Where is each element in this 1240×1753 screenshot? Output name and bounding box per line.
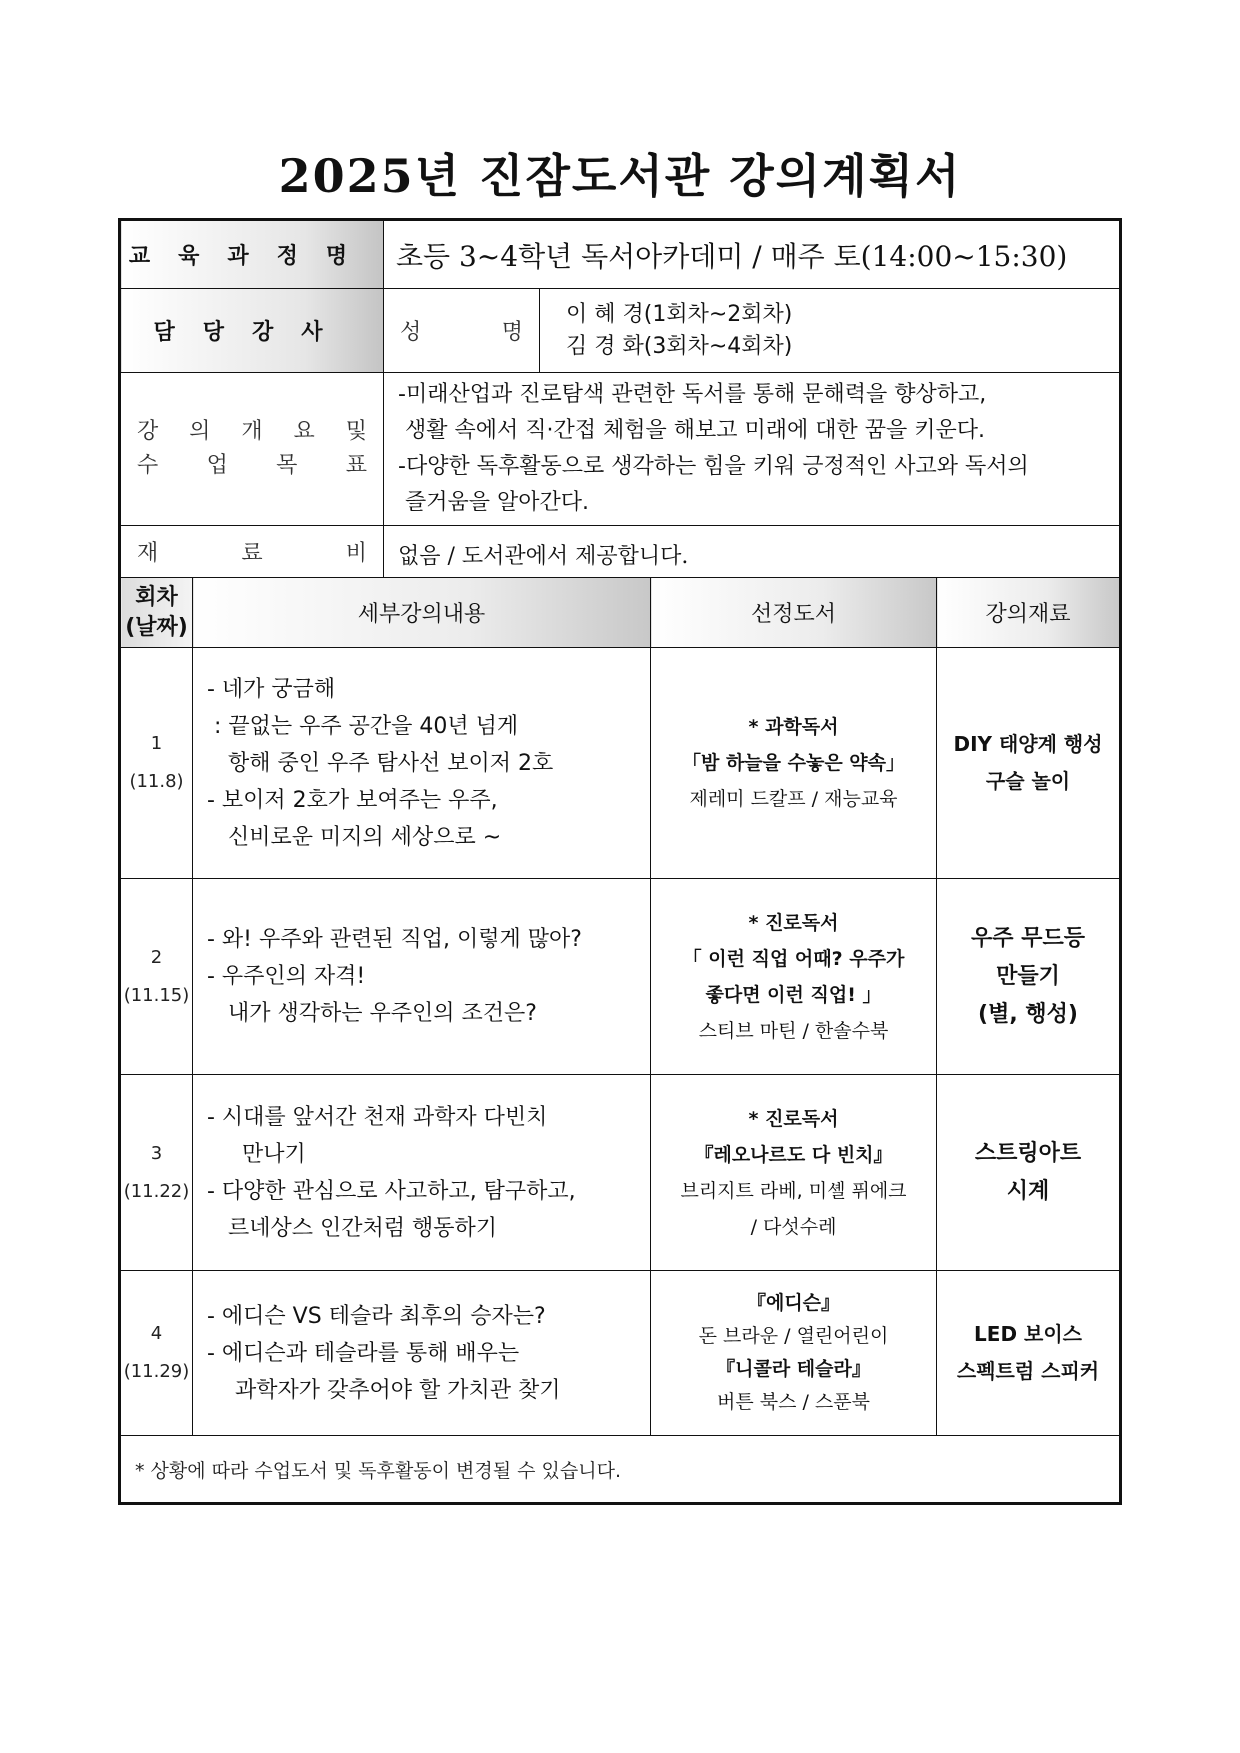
book-line: * 진로독서 (748, 1107, 839, 1130)
book-title: 「 이런 직업 어때? 우주가 (682, 947, 905, 970)
detail-line: 신비로운 미지의 세상으로 ~ (207, 824, 502, 850)
goal-line: -미래산업과 진로탐색 관련한 독서를 통해 문해력을 향상하고, (398, 382, 987, 407)
footnote: * 상황에 따라 수업도서 및 독후활동이 변경될 수 있습니다. (120, 1436, 1121, 1504)
book-author: 스티브 마틴 / 한솔수북 (698, 1019, 889, 1042)
course-goals (384, 373, 1121, 526)
session-cell (120, 1271, 193, 1436)
book-author: 브리지트 라베, 미셸 퓌에크 (680, 1179, 907, 1202)
book-cell (651, 1271, 937, 1436)
session-header-line: (날짜) (125, 614, 188, 640)
session-number: 2 (150, 946, 163, 968)
course-name-label: 교육과정명 (120, 220, 384, 289)
material-line: 우주 무드등 (971, 925, 1085, 951)
course-info-table (118, 218, 1122, 585)
material-line: 만들기 (996, 963, 1060, 989)
book-cell (651, 879, 937, 1075)
book-title: 「밤 하늘을 수놓은 약속」 (681, 752, 906, 774)
detail-cell (193, 1075, 651, 1271)
name-label: 성 명 (384, 289, 540, 373)
book-line: * 과학독서 (748, 716, 839, 738)
detail-cell (193, 879, 651, 1075)
materials-cell (937, 648, 1121, 879)
session-number: 3 (150, 1142, 163, 1164)
session-date: (11.15) (123, 984, 190, 1006)
detail-line: 만나기 (207, 1141, 306, 1167)
table-row (120, 1075, 1121, 1271)
session-number: 4 (150, 1323, 163, 1344)
detail-line: 내가 생각하는 우주인의 조건은? (207, 1001, 537, 1026)
detail-cell (193, 1271, 651, 1436)
detail-header: 세부강의내용 (193, 578, 651, 648)
session-cell (120, 879, 193, 1075)
instructor-name: 이 혜 경(1회차~2회차) (566, 301, 793, 327)
book-title: 『니콜라 테슬라』 (716, 1358, 871, 1380)
schedule-table (118, 577, 1122, 1505)
instructor-names (540, 289, 1121, 373)
material-fee-label: 재 료 비 (120, 526, 384, 584)
material-line: 구슬 놀이 (985, 769, 1071, 793)
session-header-line: 회차 (135, 584, 178, 610)
book-author: 제레미 드칼프 / 재능교육 (689, 788, 898, 810)
book-header: 선정도서 (651, 578, 937, 648)
book-author: 버튼 북스 / 스푼북 (717, 1391, 870, 1413)
detail-line: - 다양한 관심으로 사고하고, 탐구하고, (207, 1178, 576, 1204)
table-row (120, 1271, 1121, 1436)
detail-line: - 와! 우주와 관련된 직업, 이렇게 많아? (207, 927, 582, 952)
instructor-label: 담당강사 (120, 289, 384, 373)
detail-line: - 에디슨과 테슬라를 통해 배우는 (207, 1340, 520, 1366)
materials-cell (937, 1271, 1121, 1436)
session-date: (11.8) (129, 771, 184, 792)
overview-label (120, 373, 384, 526)
goal-line: 즐거움을 알아간다. (398, 490, 589, 515)
overview-label-line: 수 업 목 표 (137, 453, 367, 478)
material-line: 시계 (1006, 1178, 1050, 1204)
material-line: LED 보이스 (974, 1322, 1082, 1346)
materials-cell (937, 1075, 1121, 1271)
session-date: (11.22) (123, 1180, 190, 1202)
detail-line: - 에디슨 VS 테슬라 최후의 승자는? (207, 1303, 546, 1329)
book-publisher: / 다섯수레 (750, 1215, 837, 1238)
instructor-name: 김 경 화(3회차~4회차) (566, 333, 793, 359)
detail-cell (193, 648, 651, 879)
detail-line: 과학자가 갖추어야 할 가치관 찾기 (207, 1377, 561, 1403)
table-row (120, 648, 1121, 879)
book-title: 『에디슨』 (746, 1292, 841, 1314)
goal-line: 생활 속에서 직·간접 체험을 해보고 미래에 대한 꿈을 키운다. (398, 418, 985, 443)
material-line: (별, 행성) (978, 1001, 1078, 1027)
book-cell (651, 648, 937, 879)
goal-line: -다양한 독후활동으로 생각하는 힘을 키워 긍정적인 사고와 독서의 (398, 454, 1029, 479)
session-number: 1 (150, 733, 163, 754)
material-line: DIY 태양계 행성 (953, 732, 1103, 756)
material-fee-value: 없음 / 도서관에서 제공합니다. (384, 526, 1121, 584)
detail-line: 항해 중인 우주 탐사선 보이저 2호 (207, 750, 554, 776)
session-header (120, 578, 193, 648)
session-cell (120, 1075, 193, 1271)
page-title: 2025년 진잠도서관 강의계획서 (278, 149, 962, 203)
overview-label-line: 강 의 개 요 및 (137, 419, 367, 444)
detail-line: - 보이저 2호가 보여주는 우주, (207, 787, 498, 813)
materials-cell (937, 879, 1121, 1075)
book-title: 좋다면 이런 직업! 」 (705, 983, 882, 1006)
detail-line: 르네상스 인간처럼 행동하기 (207, 1215, 497, 1241)
detail-line: : 끝없는 우주 공간을 40년 넘게 (207, 713, 519, 739)
materials-header: 강의재료 (937, 578, 1121, 648)
material-line: 스트링아트 (974, 1140, 1082, 1166)
table-row (120, 879, 1121, 1075)
material-line: 스펙트럼 스피커 (956, 1359, 1100, 1383)
session-date: (11.29) (123, 1361, 190, 1382)
course-name-value: 초등 3~4학년 독서아카데미 / 매주 토(14:00~15:30) (384, 220, 1121, 289)
detail-line: - 네가 궁금해 (207, 676, 336, 702)
session-cell (120, 648, 193, 879)
book-cell (651, 1075, 937, 1271)
detail-line: - 시대를 앞서간 천재 과학자 다빈치 (207, 1104, 548, 1130)
book-title: 『레오나르도 다 빈치』 (694, 1143, 893, 1166)
book-line: * 진로독서 (748, 911, 839, 934)
book-author: 돈 브라운 / 열린어린이 (698, 1325, 889, 1347)
detail-line: - 우주인의 자격! (207, 964, 366, 989)
